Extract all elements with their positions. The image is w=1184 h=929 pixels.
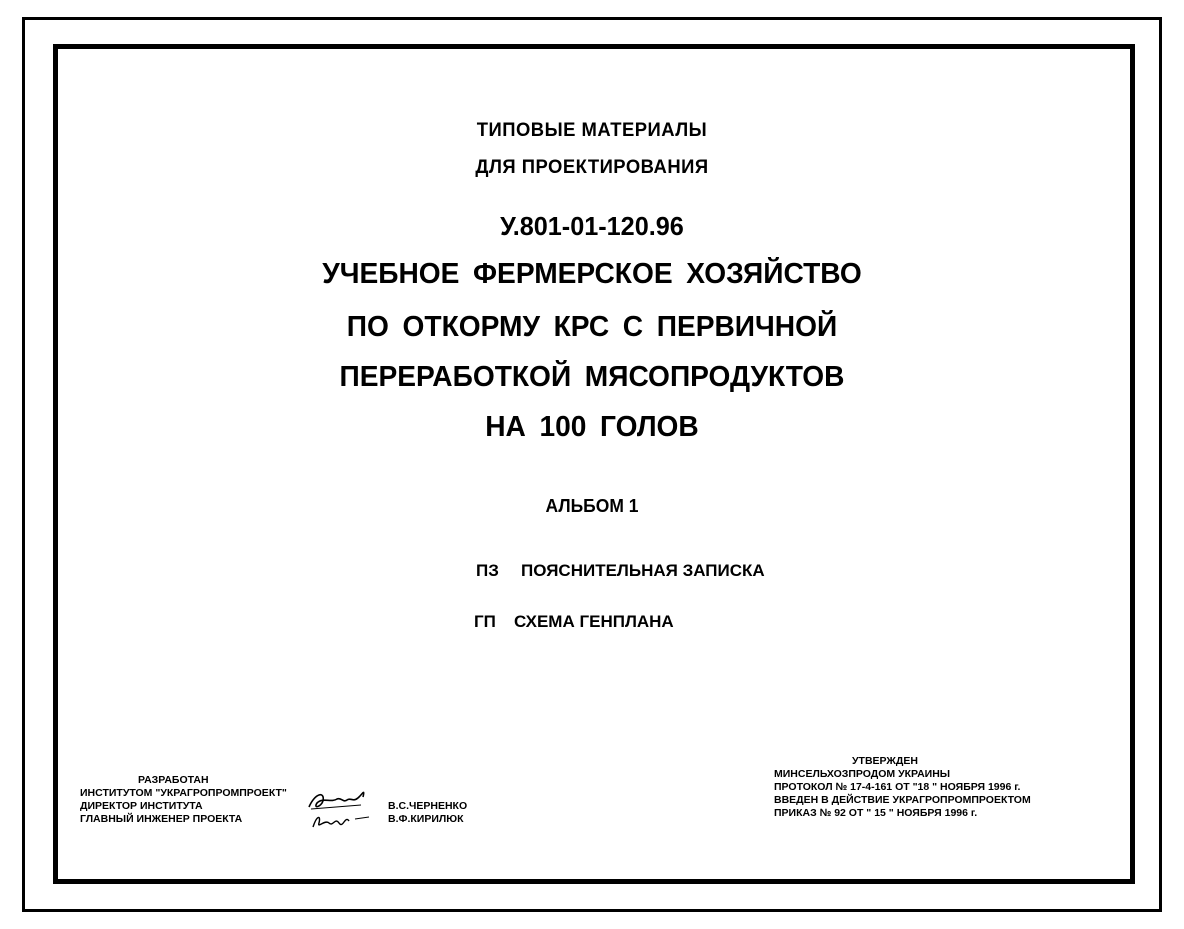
title-line-2: ПО ОТКОРМУ КРС С ПЕРВИЧНОЙ	[346, 311, 838, 343]
approved-line-2: ПРОТОКОЛ № 17-4-161 ОТ "18 " НОЯБРЯ 1996 г.	[774, 781, 1021, 793]
approved-line-3: ВВЕДЕН В ДЕЙСТВИЕ УКРАГРОПРОМПРОЕКТОМ	[774, 794, 1031, 806]
developed-role-chief-engineer: ГЛАВНЫЙ ИНЖЕНЕР ПРОЕКТА	[80, 813, 243, 825]
title-line-3: ПЕРЕРАБОТКОЙ МЯСОПРОДУКТОВ	[339, 361, 845, 393]
album-label: АЛЬБОМ 1	[545, 496, 639, 516]
title-line-4: НА 100 ГОЛОВ	[485, 411, 699, 443]
developed-institute: ИНСТИТУТОМ "УКРАГРОПРОМПРОЕКТ"	[80, 787, 287, 799]
contents-item-code: ГП	[474, 612, 496, 631]
header-line-2: ДЛЯ ПРОЕКТИРОВАНИЯ	[475, 157, 709, 178]
developed-role-director: ДИРЕКТОР ИНСТИТУТА	[80, 800, 203, 812]
chief-engineer-name: В.Ф.КИРИЛЮК	[388, 813, 464, 825]
developed-block	[80, 774, 287, 826]
contents-item-gp	[474, 612, 674, 632]
developed-heading: РАЗРАБОТАН	[138, 774, 209, 786]
header-line-1: ТИПОВЫЕ МАТЕРИАЛЫ	[476, 120, 708, 141]
approved-line-1: МИНСЕЛЬХОЗПРОДОМ УКРАИНЫ	[774, 768, 951, 780]
contents-item-label: СХЕМА ГЕНПЛАНА	[514, 612, 674, 631]
approved-block	[774, 755, 1031, 820]
document-code: У.801-01-120.96	[500, 211, 684, 241]
approved-heading: УТВЕРЖДЕН	[852, 755, 918, 767]
title-line-1: УЧЕБНОЕ ФЕРМЕРСКОЕ ХОЗЯЙСТВО	[322, 258, 862, 290]
developed-names	[388, 800, 467, 826]
signature-image	[303, 785, 373, 833]
director-name: В.С.ЧЕРНЕНКО	[388, 800, 468, 812]
approved-line-4: ПРИКАЗ № 92 ОТ " 15 " НОЯБРЯ 1996 г.	[774, 807, 978, 819]
contents-item-code: ПЗ	[476, 561, 499, 580]
contents-item-pz	[476, 561, 765, 581]
contents-item-label: ПОЯСНИТЕЛЬНАЯ ЗАПИСКА	[521, 561, 765, 580]
